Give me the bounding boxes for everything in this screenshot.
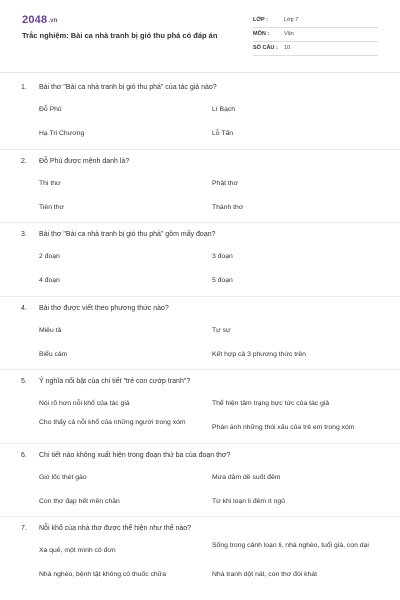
answer-option[interactable]: Từ khi loạn li đêm ít ngủ xyxy=(212,497,285,505)
question-number: 3. xyxy=(21,231,27,238)
answer-option[interactable]: 4 đoạn xyxy=(39,277,60,284)
meta-label: LỚP : xyxy=(253,17,268,23)
question-number: 2. xyxy=(21,157,27,165)
question-text: Nỗi khổ của nhà thơ được thể hiện như thế nào? xyxy=(39,525,192,532)
answer-option[interactable]: Miêu tả xyxy=(39,326,62,334)
meta-label: MÔN : xyxy=(253,31,270,37)
question-item xyxy=(0,223,400,297)
question-item xyxy=(0,370,400,444)
answer-option[interactable]: Thể hiện tâm trạng bực tức của tác giả xyxy=(212,400,330,407)
header-divider xyxy=(0,72,400,73)
question-item xyxy=(0,297,400,371)
answer-option[interactable]: Nhà tranh dột nát, con thơ đói khát xyxy=(212,571,317,578)
question-text: Bài thơ "Bài ca nhà tranh bị gió thu phá" của tác giả nào? xyxy=(39,84,217,91)
logo-suffix: .vn xyxy=(48,18,58,24)
question-text: Ý nghĩa nổi bật của chi tiết "trẻ con cướp tranh"? xyxy=(39,378,191,385)
answer-option[interactable]: Sống trong cảnh loạn li, nhà nghèo, tuổi già, con dại xyxy=(212,542,369,549)
question-text: Đỗ Phủ được mệnh danh là? xyxy=(39,157,130,165)
meta-value: Văn xyxy=(284,31,294,37)
question-number: 7. xyxy=(21,525,27,532)
question-text: Bài thơ "Bài ca nhà tranh bị gió thu phá" gồm mấy đoạn? xyxy=(39,231,216,238)
answer-option[interactable]: Lí Bạch xyxy=(212,106,236,113)
answer-option[interactable]: Nói rõ hơn nỗi khổ của tác giả xyxy=(39,400,130,407)
answer-option[interactable]: Con thơ đạp hết mền chăn xyxy=(39,497,120,505)
answer-option[interactable]: Tiên thơ xyxy=(39,203,64,211)
question-item xyxy=(0,150,400,224)
answer-option[interactable]: Biểu cảm xyxy=(39,350,68,358)
answer-option[interactable]: Cho thấy cả nỗi khổ của những người trong xóm xyxy=(39,419,186,426)
meta-row-class xyxy=(253,14,378,28)
question-number: 5. xyxy=(21,378,27,385)
quiz-meta-table xyxy=(253,14,378,56)
question-list xyxy=(0,76,400,591)
answer-option[interactable]: Hạ Tri Chương xyxy=(39,130,85,137)
answer-option[interactable]: Xa quê, một mình cô đơn xyxy=(39,547,116,554)
answer-option[interactable]: Phật thơ xyxy=(212,179,238,187)
meta-row-subject xyxy=(253,28,378,42)
meta-row-question-count xyxy=(253,42,378,56)
logo[interactable] xyxy=(22,14,58,26)
answer-option[interactable]: Kết hợp cả 3 phương thức trên xyxy=(212,350,306,358)
answer-option[interactable]: Lỗ Tấn xyxy=(212,130,234,137)
answer-option[interactable]: Thánh thơ xyxy=(212,203,244,211)
answer-option[interactable]: Thi thư xyxy=(39,179,61,187)
meta-label: SỐ CÂU : xyxy=(253,45,278,51)
logo-text: 2048 xyxy=(22,14,48,26)
question-item xyxy=(0,76,400,150)
answer-option[interactable]: Phản ánh những thói xấu của trẻ em trong xóm xyxy=(212,424,355,431)
question-number: 4. xyxy=(21,304,27,312)
answer-option[interactable]: 3 đoạn xyxy=(212,253,233,260)
meta-value: Lớp 7 xyxy=(284,17,299,23)
answer-option[interactable]: Tự sự xyxy=(212,326,231,334)
answer-option[interactable]: Mưa dầm dề suốt đêm xyxy=(212,473,281,481)
question-number: 6. xyxy=(21,451,27,459)
question-number: 1. xyxy=(21,84,27,91)
question-text: Bài thơ được viết theo phương thức nào? xyxy=(39,304,169,312)
meta-value: 10 xyxy=(284,45,291,51)
question-text: Chi tiết nào không xuất hiện trong đoạn thứ ba của đoạn thơ? xyxy=(39,451,231,459)
header xyxy=(0,0,400,64)
page-title: Trắc nghiệm: Bài ca nhà tranh bị gió thu phá có đáp án xyxy=(22,31,218,40)
question-item xyxy=(0,517,400,591)
answer-option[interactable]: Đỗ Phủ xyxy=(39,106,62,113)
question-item xyxy=(0,444,400,518)
answer-option[interactable]: 5 đoạn xyxy=(212,277,233,284)
answer-option[interactable]: Nhà nghèo, bệnh tật không có thuốc chữa xyxy=(39,571,166,578)
answer-option[interactable]: 2 đoạn xyxy=(39,253,60,260)
answer-option[interactable]: Gió lốc thét gào xyxy=(39,473,87,481)
